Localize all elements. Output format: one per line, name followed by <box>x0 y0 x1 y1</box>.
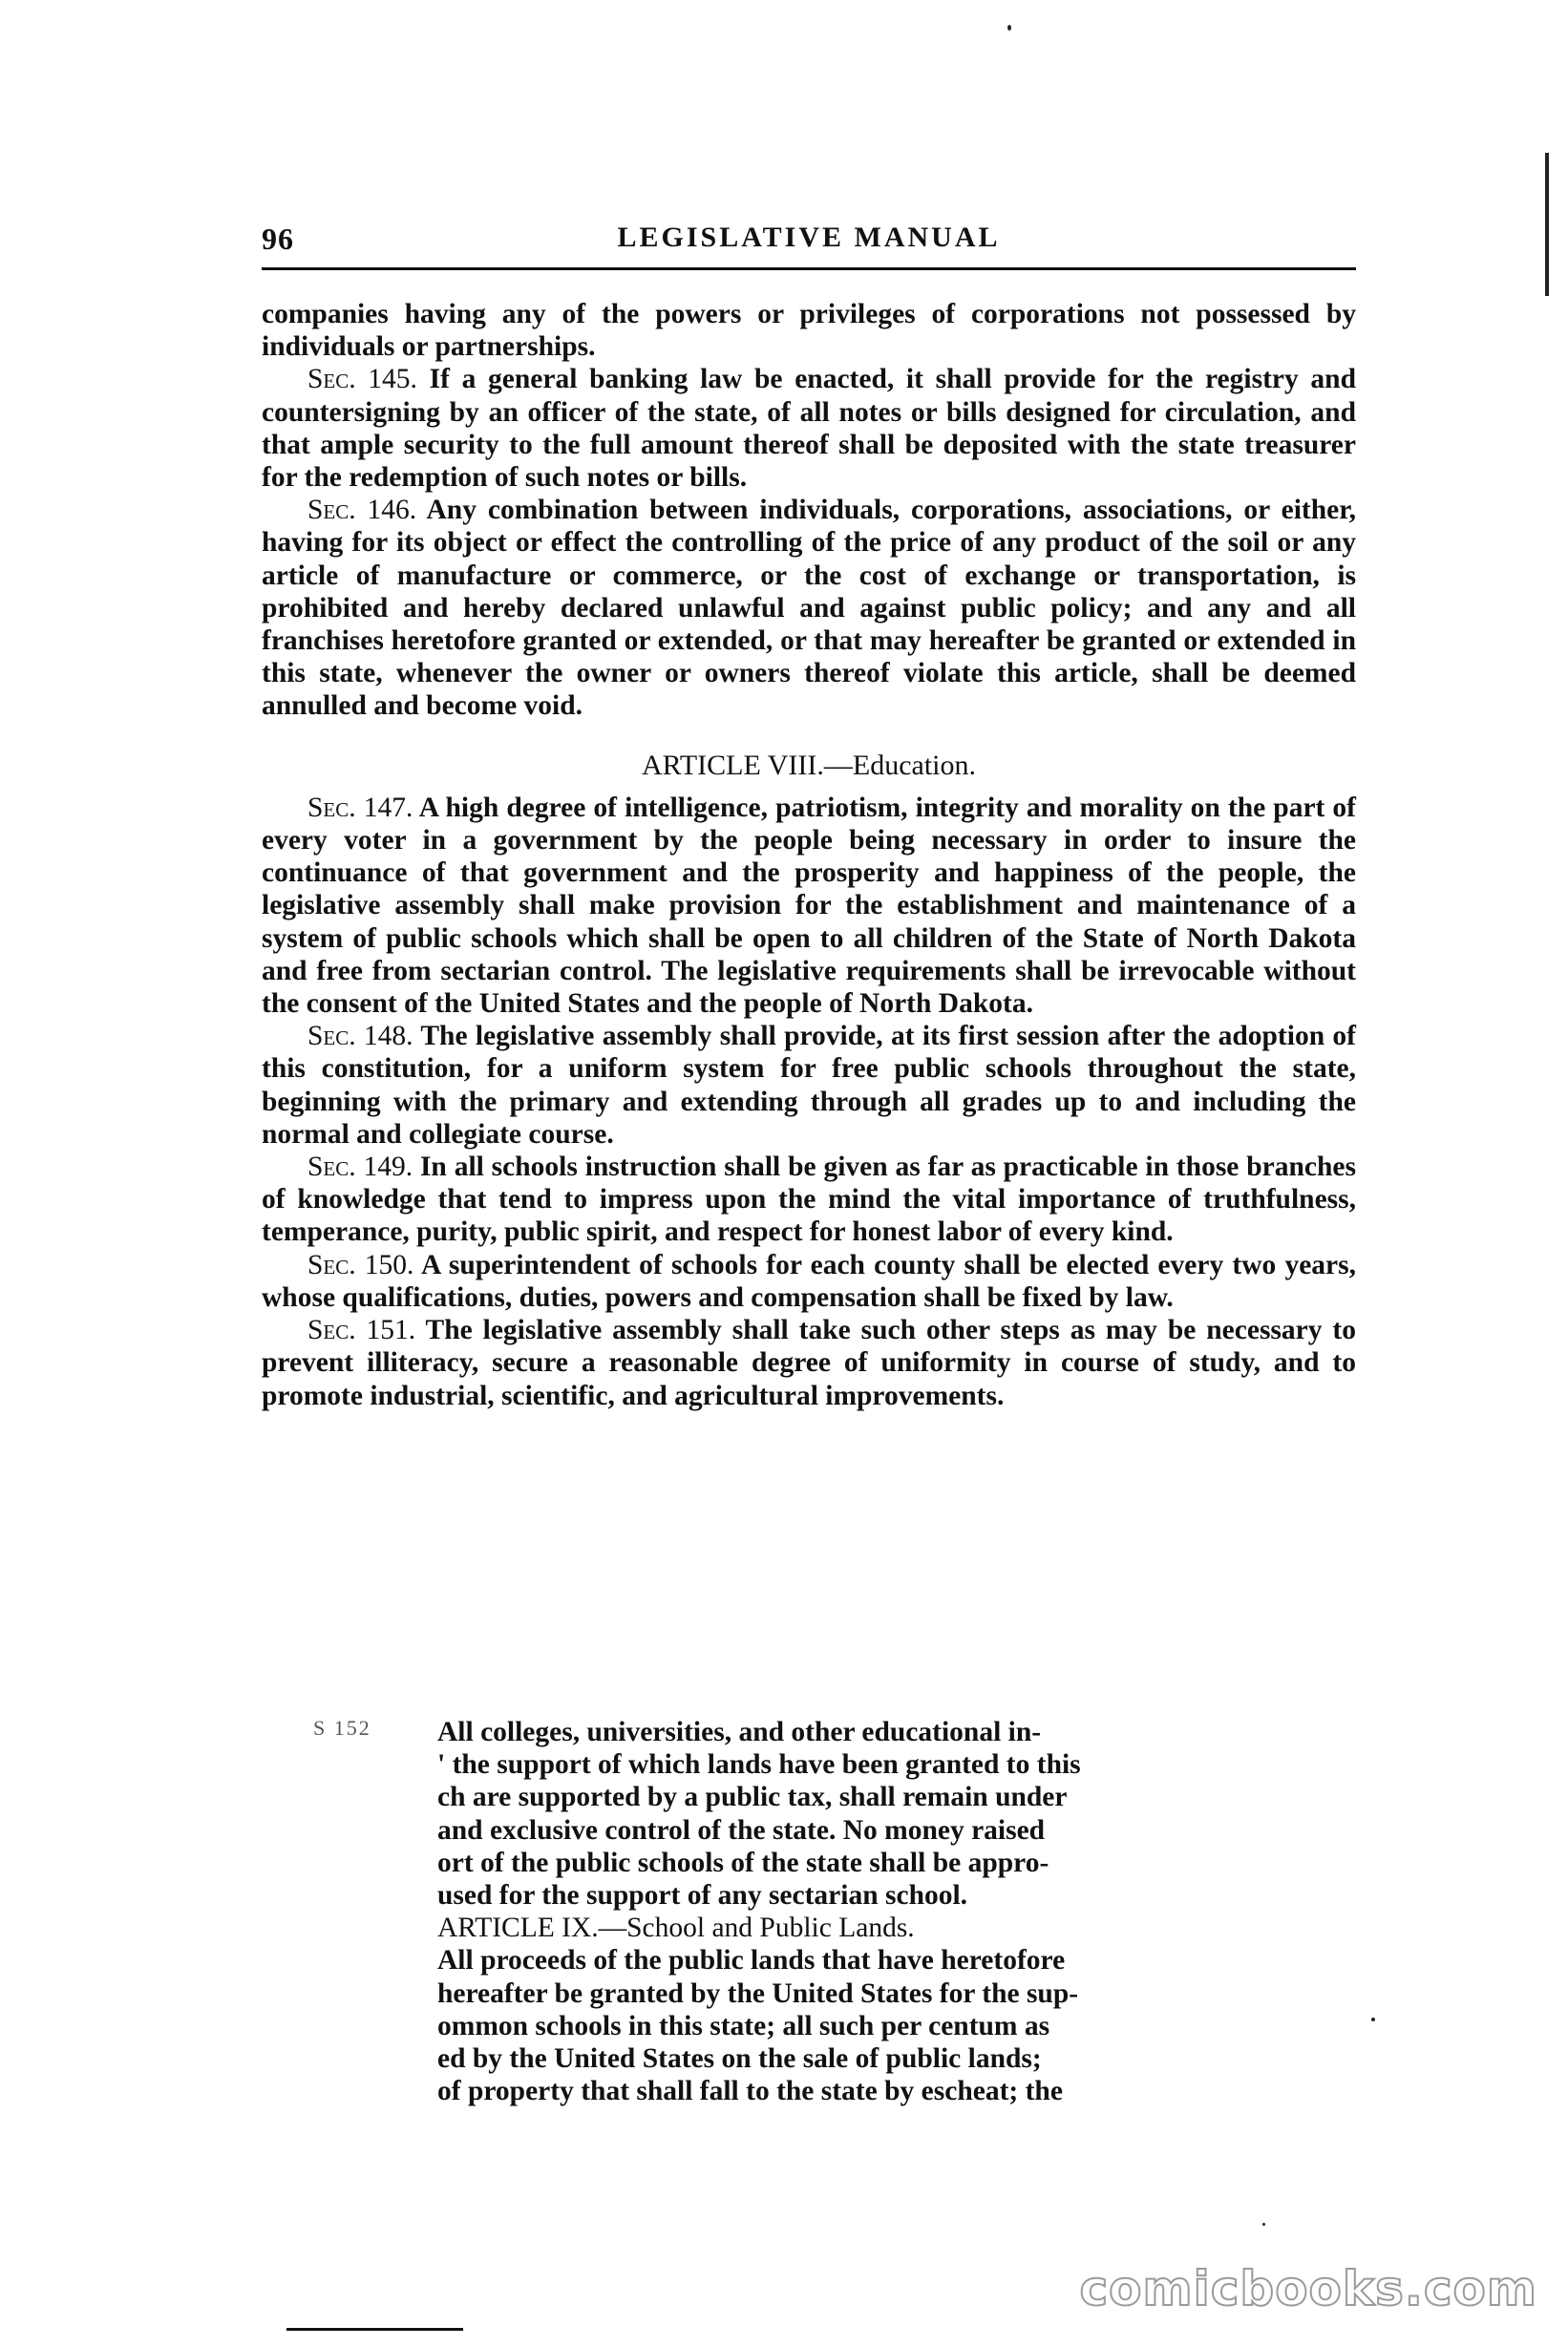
section-145 <box>262 363 1356 494</box>
paragraph-text: A high degree of intelligence, patriotism, integrity and morality on the part of every voter in a government by the people being necessary in order to insure the continuance of that government and the prosperity and happiness of the people, the legislative assembly shall make provision for the establishment and maintenance of a system of public schools which shall be open to all children of the State of North Dakota and free from sectarian control. The legislative requirements shall be irrevocable without the consent of the United States and the people of North Dakota. <box>262 792 1357 1020</box>
paragraph-text: companies having any of the powers or privileges of corporations not possessed by individuals or partnerships. <box>262 299 1356 363</box>
ink-speck <box>1007 25 1011 31</box>
running-head: LEGISLATIVE MANUAL <box>617 222 1001 253</box>
footer-rule <box>286 2328 463 2331</box>
section-label: Sec. 151. <box>307 1315 416 1346</box>
fragment-line: ed by the United States on the sale of public lands; <box>437 2042 1042 2074</box>
section-label: Sec. 149. <box>307 1152 413 1183</box>
fragment-line: used for the support of any sectarian school. <box>437 1879 968 1911</box>
page-header <box>262 214 1356 271</box>
garbled-section-label: S 152 <box>313 1716 371 1740</box>
body-text <box>262 298 1356 1412</box>
fragment-line: ommon schools in this state; all such per centum as <box>437 2010 1050 2041</box>
fragment-line: ' the support of which lands have been granted to this <box>437 1749 1081 1781</box>
section-148 <box>262 1020 1356 1151</box>
section-147 <box>262 792 1356 1020</box>
section-149 <box>262 1151 1356 1249</box>
header-rule <box>262 267 1356 270</box>
paragraph-text: A superintendent of schools for each county shall be elected every two years, whose qualifications, duties, powers and compensation shall be fixed by law. <box>262 1249 1357 1313</box>
paragraph-text: If a general banking law be enacted, it shall provide for the registry and countersigning by an officer of the state, of all notes or bills designed for circulation, and that ample security to the full amount thereof shall be deposited with the state treasurer for the redemption of such notes or bills. <box>262 364 1356 494</box>
section-label: Sec. 148. <box>307 1021 413 1052</box>
article-heading: ARTICLE VIII.—Education. <box>641 749 977 781</box>
fragment-line: of property that shall fall to the state by escheat; the <box>437 2076 1063 2107</box>
section-label: Sec. 145. <box>307 364 417 395</box>
paragraph-text: Any combination between individuals, corporations, associations, or either, having for its object or effect the controlling of the price of any product of the soil or any article of manufacture or commerce, or the cost of exchange or transportation, is prohibited and hereby declared unlawful and against public policy; and any and all franchises heretofore granted or extended, or that may hereafter be granted or extended in this state, whenever the owner or owners thereof violate this article, shall be deemed annulled and become void. <box>262 495 1357 722</box>
fragment-article-heading: ARTICLE IX.—School and Public Lands. <box>437 1913 915 1944</box>
section-150 <box>262 1249 1356 1314</box>
fragment-line: All proceeds of the public lands that have heretofore <box>437 1945 1066 1977</box>
paragraph-continuation <box>262 298 1356 363</box>
watermark-logo: comicbooks.com <box>1079 2261 1537 2316</box>
fragment-line: ort of the public schools of the state shall be appro- <box>437 1847 1049 1878</box>
fragment-line: and exclusive control of the state. No money raised <box>437 1814 1046 1846</box>
fragment-line: hereafter be granted by the United States for the sup- <box>437 1977 1079 2009</box>
torn-fragment-text <box>437 1716 1356 2107</box>
paragraph-text: The legislative assembly shall take such other steps as may be necessary to prevent illiteracy, secure a reasonable degree of uniformity in course of study, and to promote industrial, scientific, and agricultural improvements. <box>262 1315 1356 1411</box>
ink-speck <box>1371 2018 1375 2021</box>
margin-mark <box>1545 153 1549 296</box>
paragraph-text: The legislative assembly shall provide, at its first session after the adoption of this constitution, for a uniform system for free public schools throughout the state, beginning with the primary and extending through all grades up to and including the normal and collegiate course. <box>262 1021 1356 1150</box>
section-label: Sec. 150. <box>307 1249 414 1280</box>
section-label: Sec. 147. <box>307 792 413 823</box>
page-number: 96 <box>262 222 294 256</box>
fragment-line: All colleges, universities, and other educational in- <box>437 1717 1042 1747</box>
fragment-line: ch are supported by a public tax, shall remain under <box>437 1782 1068 1813</box>
section-151 <box>262 1314 1356 1412</box>
ink-speck <box>1262 2223 1265 2226</box>
section-146 <box>262 494 1356 722</box>
paragraph-text: In all schools instruction shall be given as far as practicable in those branches of knowledge that tend to impress upon the mind the vital importance of truthfulness, temperance, purity, public spirit, and respect for honest labor of every kind. <box>262 1152 1356 1248</box>
section-label: Sec. 146. <box>307 495 417 526</box>
